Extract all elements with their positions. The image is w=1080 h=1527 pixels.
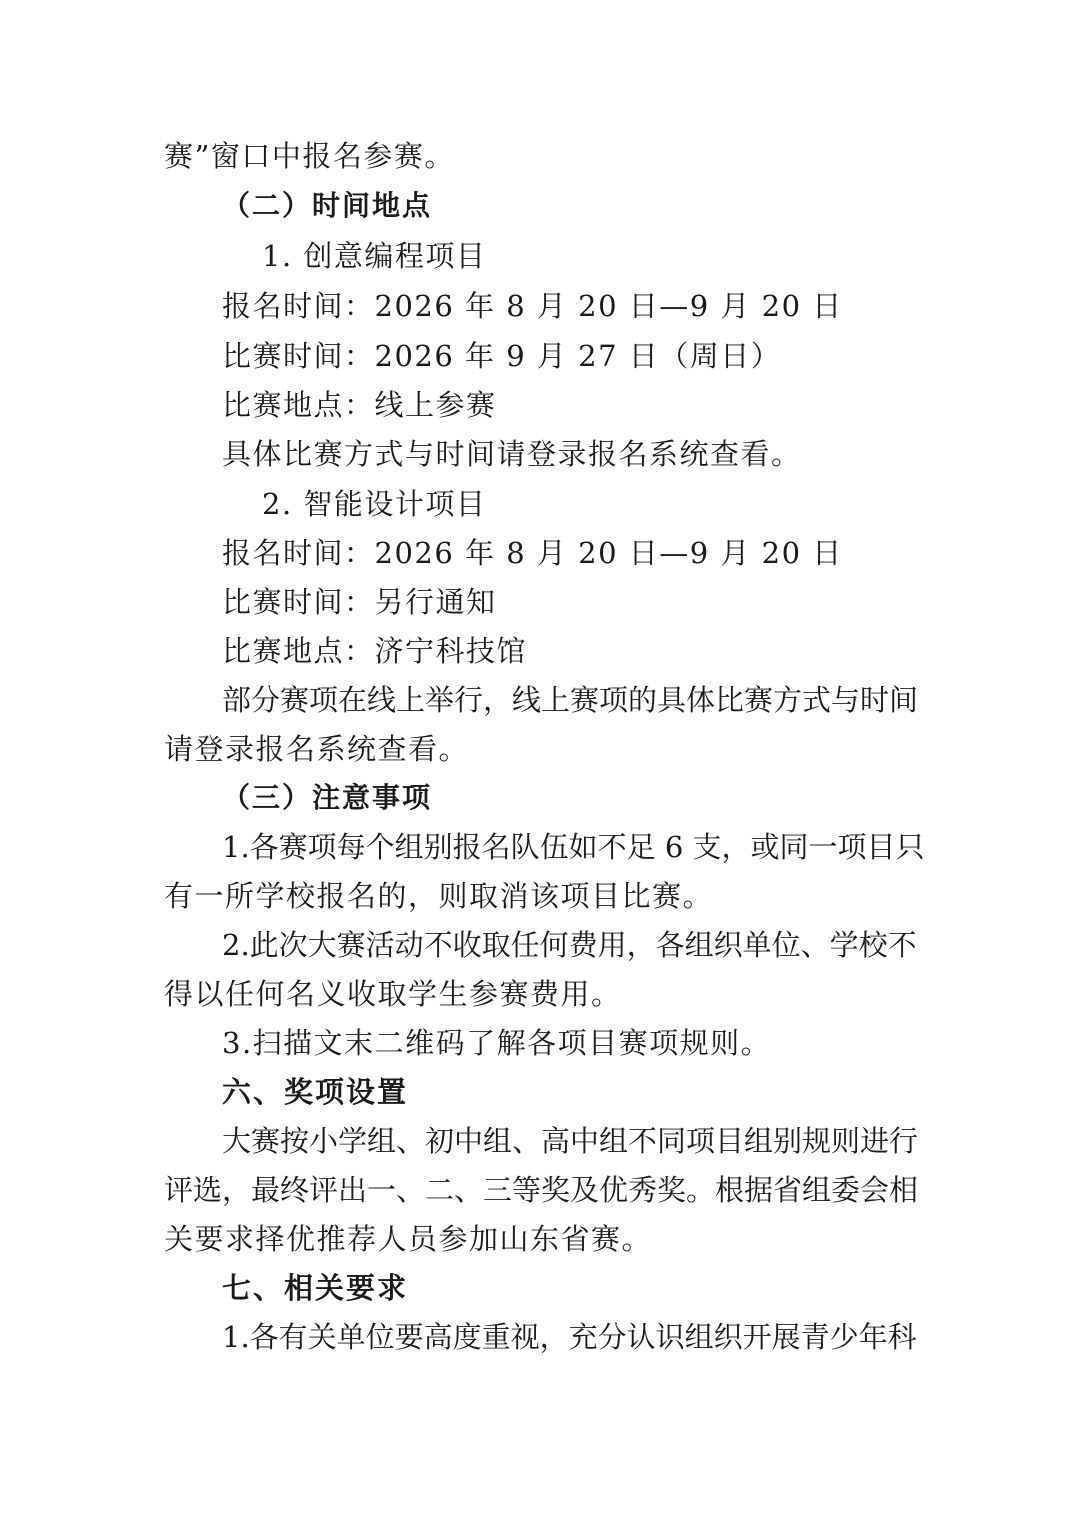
awards-paragraph-line: 关要求择优推荐人员参加山东省赛。 [164,1222,653,1256]
awards-paragraph-line: 大赛按小学组、初中组、高中组不同项目组别规则进行 [222,1124,919,1158]
registration-time-line: 报名时间：2026 年 8 月 20 日—9 月 20 日 [222,289,843,323]
note-line: 3.扫描文末二维码了解各项目赛项规则。 [222,1026,772,1060]
note-line: 2.此次大赛活动不收取任何费用，各组织单位、学校不 [222,928,917,962]
competition-time-line: 比赛时间：另行通知 [222,585,497,619]
competition-location-line: 比赛地点：济宁科技馆 [222,634,528,668]
requirements-paragraph-line: 1.各有关单位要高度重视，充分认识组织开展青少年科 [222,1320,917,1354]
section-heading-notes: （三）注意事项 [222,781,433,814]
note-line: 得以任何名义收取学生参赛费用。 [164,977,622,1011]
paragraph-line: 请登录报名系统查看。 [164,732,470,766]
item-heading-smart-design: 2. 智能设计项目 [262,487,487,521]
item-heading-creative-programming: 1. 创意编程项目 [262,239,487,273]
competition-location-line: 比赛地点：线上参赛 [222,388,497,422]
awards-paragraph-line: 评选，最终评出一、二、三等奖及优秀奖。根据省组委会相 [164,1173,919,1207]
section-heading-awards: 六、奖项设置 [222,1075,409,1109]
paragraph-line: 部分赛项在线上举行，线上赛项的具体比赛方式与时间 [222,683,919,717]
registration-time-line: 报名时间：2026 年 8 月 20 日—9 月 20 日 [222,536,843,570]
continued-paragraph-line: 赛”窗口中报名参赛。 [164,139,455,173]
note-line: 有一所学校报名的，则取消该项目比赛。 [164,879,714,913]
competition-time-line: 比赛时间：2026 年 9 月 27 日（周日） [222,339,782,373]
note-line: 1.各赛项每个组别报名队伍如不足 6 支，或同一项目只 [222,830,925,864]
section-heading-time-location: （二）时间地点 [222,189,433,222]
details-note-line: 具体比赛方式与时间请登录报名系统查看。 [222,437,802,471]
section-heading-requirements: 七、相关要求 [222,1271,409,1305]
